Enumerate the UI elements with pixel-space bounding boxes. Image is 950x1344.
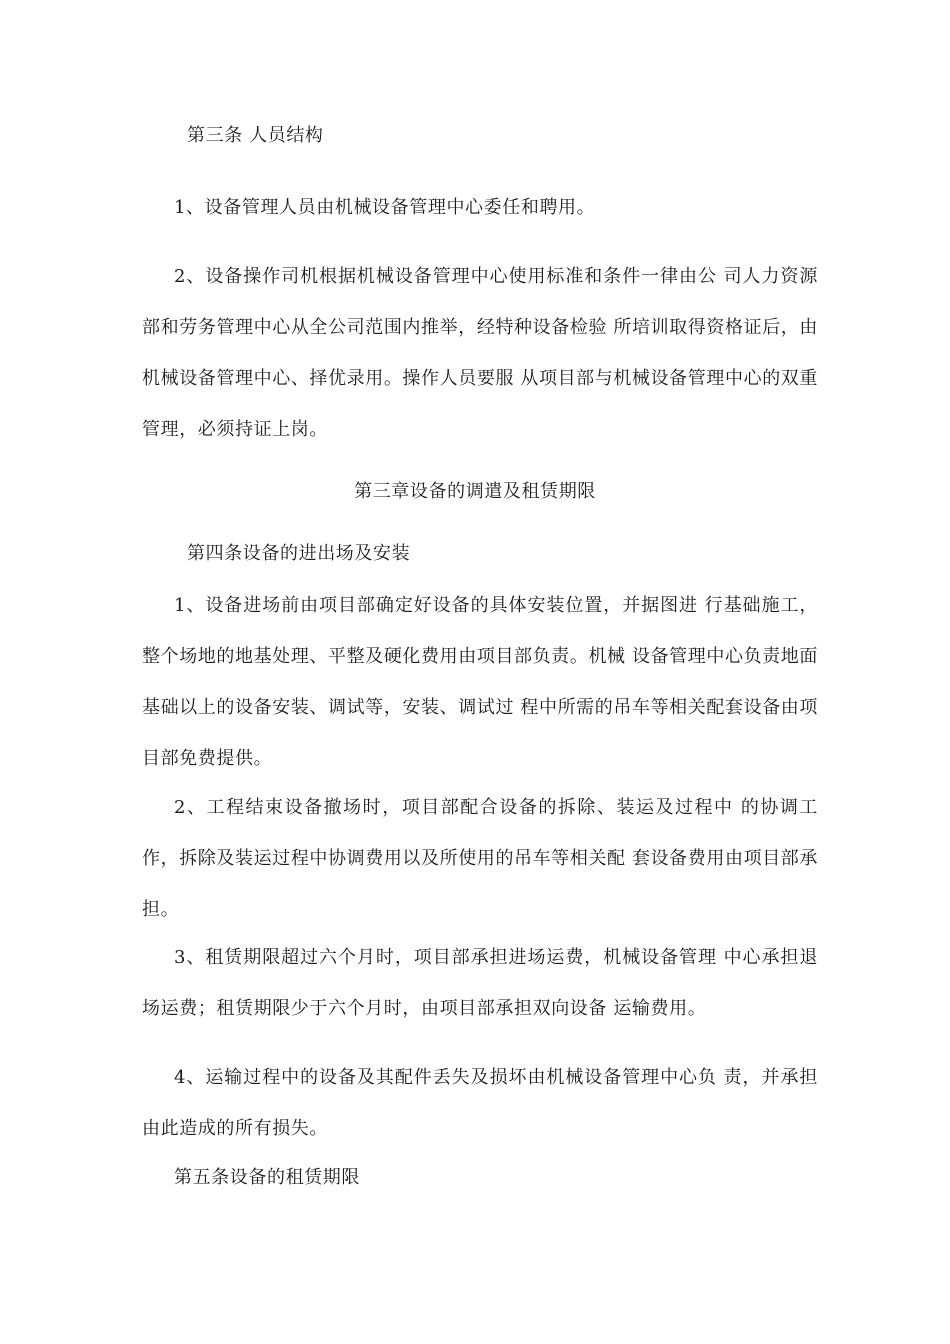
article-3-heading: 第三条 人员结构 [187, 125, 324, 146]
article-5-heading: 第五条设备的租赁期限 [174, 1167, 360, 1188]
chapter-3-heading: 第三章设备的调遣及租赁期限 [354, 481, 596, 502]
article-4-heading: 第四条设备的进出场及安装 [187, 543, 411, 564]
staff-item-2: 2、设备操作司机根据机械设备管理中心使用标准和条件一律由公 司人力资源部和劳务管理中心从全公司范围内推举，经特种设备检验 所培训取得资格证后，由机械设备管理中心、择优录用。操作人员要服 从项目部与机械设备管理中心的双重管理，必须持证上岗。 [142, 266, 818, 440]
install-item-2: 2、工程结束设备撤场时，项目部配合设备的拆除、装运及过程中 的协调工作，拆除及装运过程中协调费用以及所使用的吊车等相关配 套设备费用由项目部承担。 [142, 797, 818, 920]
install-item-3: 3、租赁期限超过六个月时，项目部承担进场运费，机械设备管理 中心承担退场运费；租赁期限少于六个月时，由项目部承担双向设备 运输费用。 [142, 947, 818, 1019]
install-item-4: 4、运输过程中的设备及其配件丢失及损坏由机械设备管理中心负 责，并承担由此造成的所有损失。 [142, 1067, 818, 1139]
staff-item-1: 1、设备管理人员由机械设备管理中心委任和聘用。 [174, 197, 596, 218]
install-item-1: 1、设备进场前由项目部确定好设备的具体安装位置，并据图进 行基础施工，整个场地的地基处理、平整及硬化费用由项目部负责。机械 设备管理中心负责地面基础以上的设备安装、调试等，安装、调试过 程中所需的吊车等相关配套设备由项目部免费提供。 [142, 595, 818, 769]
